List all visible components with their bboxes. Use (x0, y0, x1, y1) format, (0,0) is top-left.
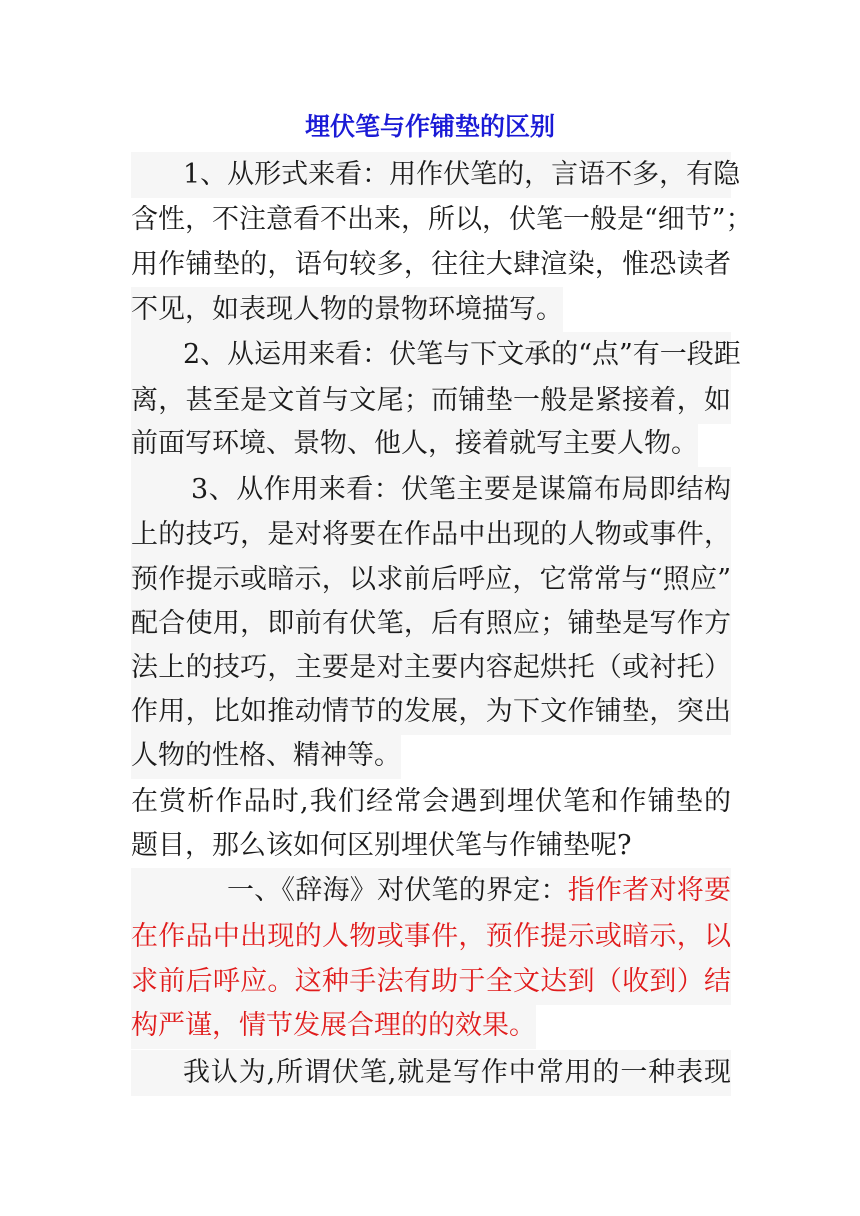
line-text: 一、《辞海》对伏笔的界定： (227, 875, 568, 906)
text-line-content (191, 467, 731, 513)
text-line (131, 689, 731, 735)
line-text: 作用，比如推动情节的发展，为下文作铺垫，突出 (131, 696, 731, 727)
line-text: 2、从运用来看：伏笔与下文承的“点”有一段距 (183, 339, 741, 370)
text-line-content (131, 287, 563, 333)
text-line-content (131, 733, 401, 779)
line-text: 预作提示或暗示，以求前后呼应，它常常与“照应” (131, 564, 731, 595)
text-line (131, 914, 731, 960)
text-line-content (131, 959, 731, 1005)
text-line-content (131, 914, 731, 960)
text-line-content (131, 557, 731, 603)
text-line (131, 152, 741, 198)
text-line-content (131, 823, 631, 869)
text-line (131, 601, 731, 647)
text-line-content (131, 242, 731, 288)
text-line-content (131, 689, 731, 735)
text-line (131, 823, 631, 869)
text-line-content (183, 332, 741, 378)
text-line (131, 1050, 731, 1096)
text-line (131, 959, 731, 1005)
text-line (131, 467, 731, 513)
line-text: 离，甚至是文首与文尾；而铺垫一般是紧接着，如 (131, 385, 731, 416)
text-line-content (131, 601, 731, 647)
line-text: 3、从作用来看：伏笔主要是谋篇布局即结构 (191, 474, 731, 505)
text-line (131, 242, 731, 288)
text-line (131, 332, 741, 378)
text-line (131, 868, 731, 914)
text-line-content (227, 868, 731, 914)
line-text: 含性，不注意看不出来，所以，伏笔一般是“细节”； (131, 204, 753, 235)
text-line (131, 557, 731, 603)
line-text: 前面写环境、景物、他人，接着就写主要人物。 (131, 428, 698, 459)
text-line (131, 197, 753, 243)
line-text: 我认为,所谓伏笔,就是写作中常用的一种表现 (183, 1057, 731, 1088)
line-text: 法上的技巧，主要是对主要内容起烘托（或衬托） (131, 652, 731, 683)
page-title: 埋伏笔与作铺垫的区别 (304, 112, 555, 141)
text-line (131, 779, 731, 825)
line-text: 用作铺垫的，语句较多，往往大肆渲染，惟恐读者 (131, 249, 731, 280)
line-text: 题目，那么该如何区别埋伏笔与作铺垫呢? (131, 830, 632, 861)
line-text: 配合使用，即前有伏笔，后有照应；铺垫是写作方 (131, 608, 731, 639)
text-line-content (131, 645, 731, 691)
line-text: 人物的性格、精神等。 (131, 740, 401, 771)
text-line-content (131, 779, 731, 825)
highlighted-definition: 指作者对将要 (567, 875, 731, 906)
text-line (131, 512, 731, 558)
text-line (131, 287, 563, 333)
text-line-content (183, 152, 741, 198)
text-line-content (183, 1050, 731, 1096)
text-line (131, 645, 731, 691)
text-line-content (131, 512, 731, 558)
text-line-content (131, 421, 698, 467)
text-line (131, 733, 401, 779)
text-line-content (131, 1003, 536, 1049)
text-line-content (131, 378, 731, 424)
text-line (131, 421, 698, 467)
text-line-content (131, 197, 753, 243)
highlighted-definition: 在作品中出现的人物或事件，预作提示或暗示，以 (131, 921, 731, 952)
highlighted-definition: 构严谨，情节发展合理的的效果。 (131, 1010, 536, 1041)
highlighted-definition: 求前后呼应。这种手法有助于全文达到（收到）结 (131, 966, 731, 997)
line-text: 1、从形式来看：用作伏笔的，言语不多，有隐 (183, 159, 741, 190)
text-line (131, 378, 731, 424)
line-text: 上的技巧，是对将要在作品中出现的人物或事件， (131, 519, 731, 550)
text-line (131, 1003, 536, 1049)
line-text: 不见，如表现人物的景物环境描写。 (131, 294, 563, 325)
line-text: 在赏析作品时,我们经常会遇到埋伏笔和作铺垫的 (131, 786, 731, 817)
